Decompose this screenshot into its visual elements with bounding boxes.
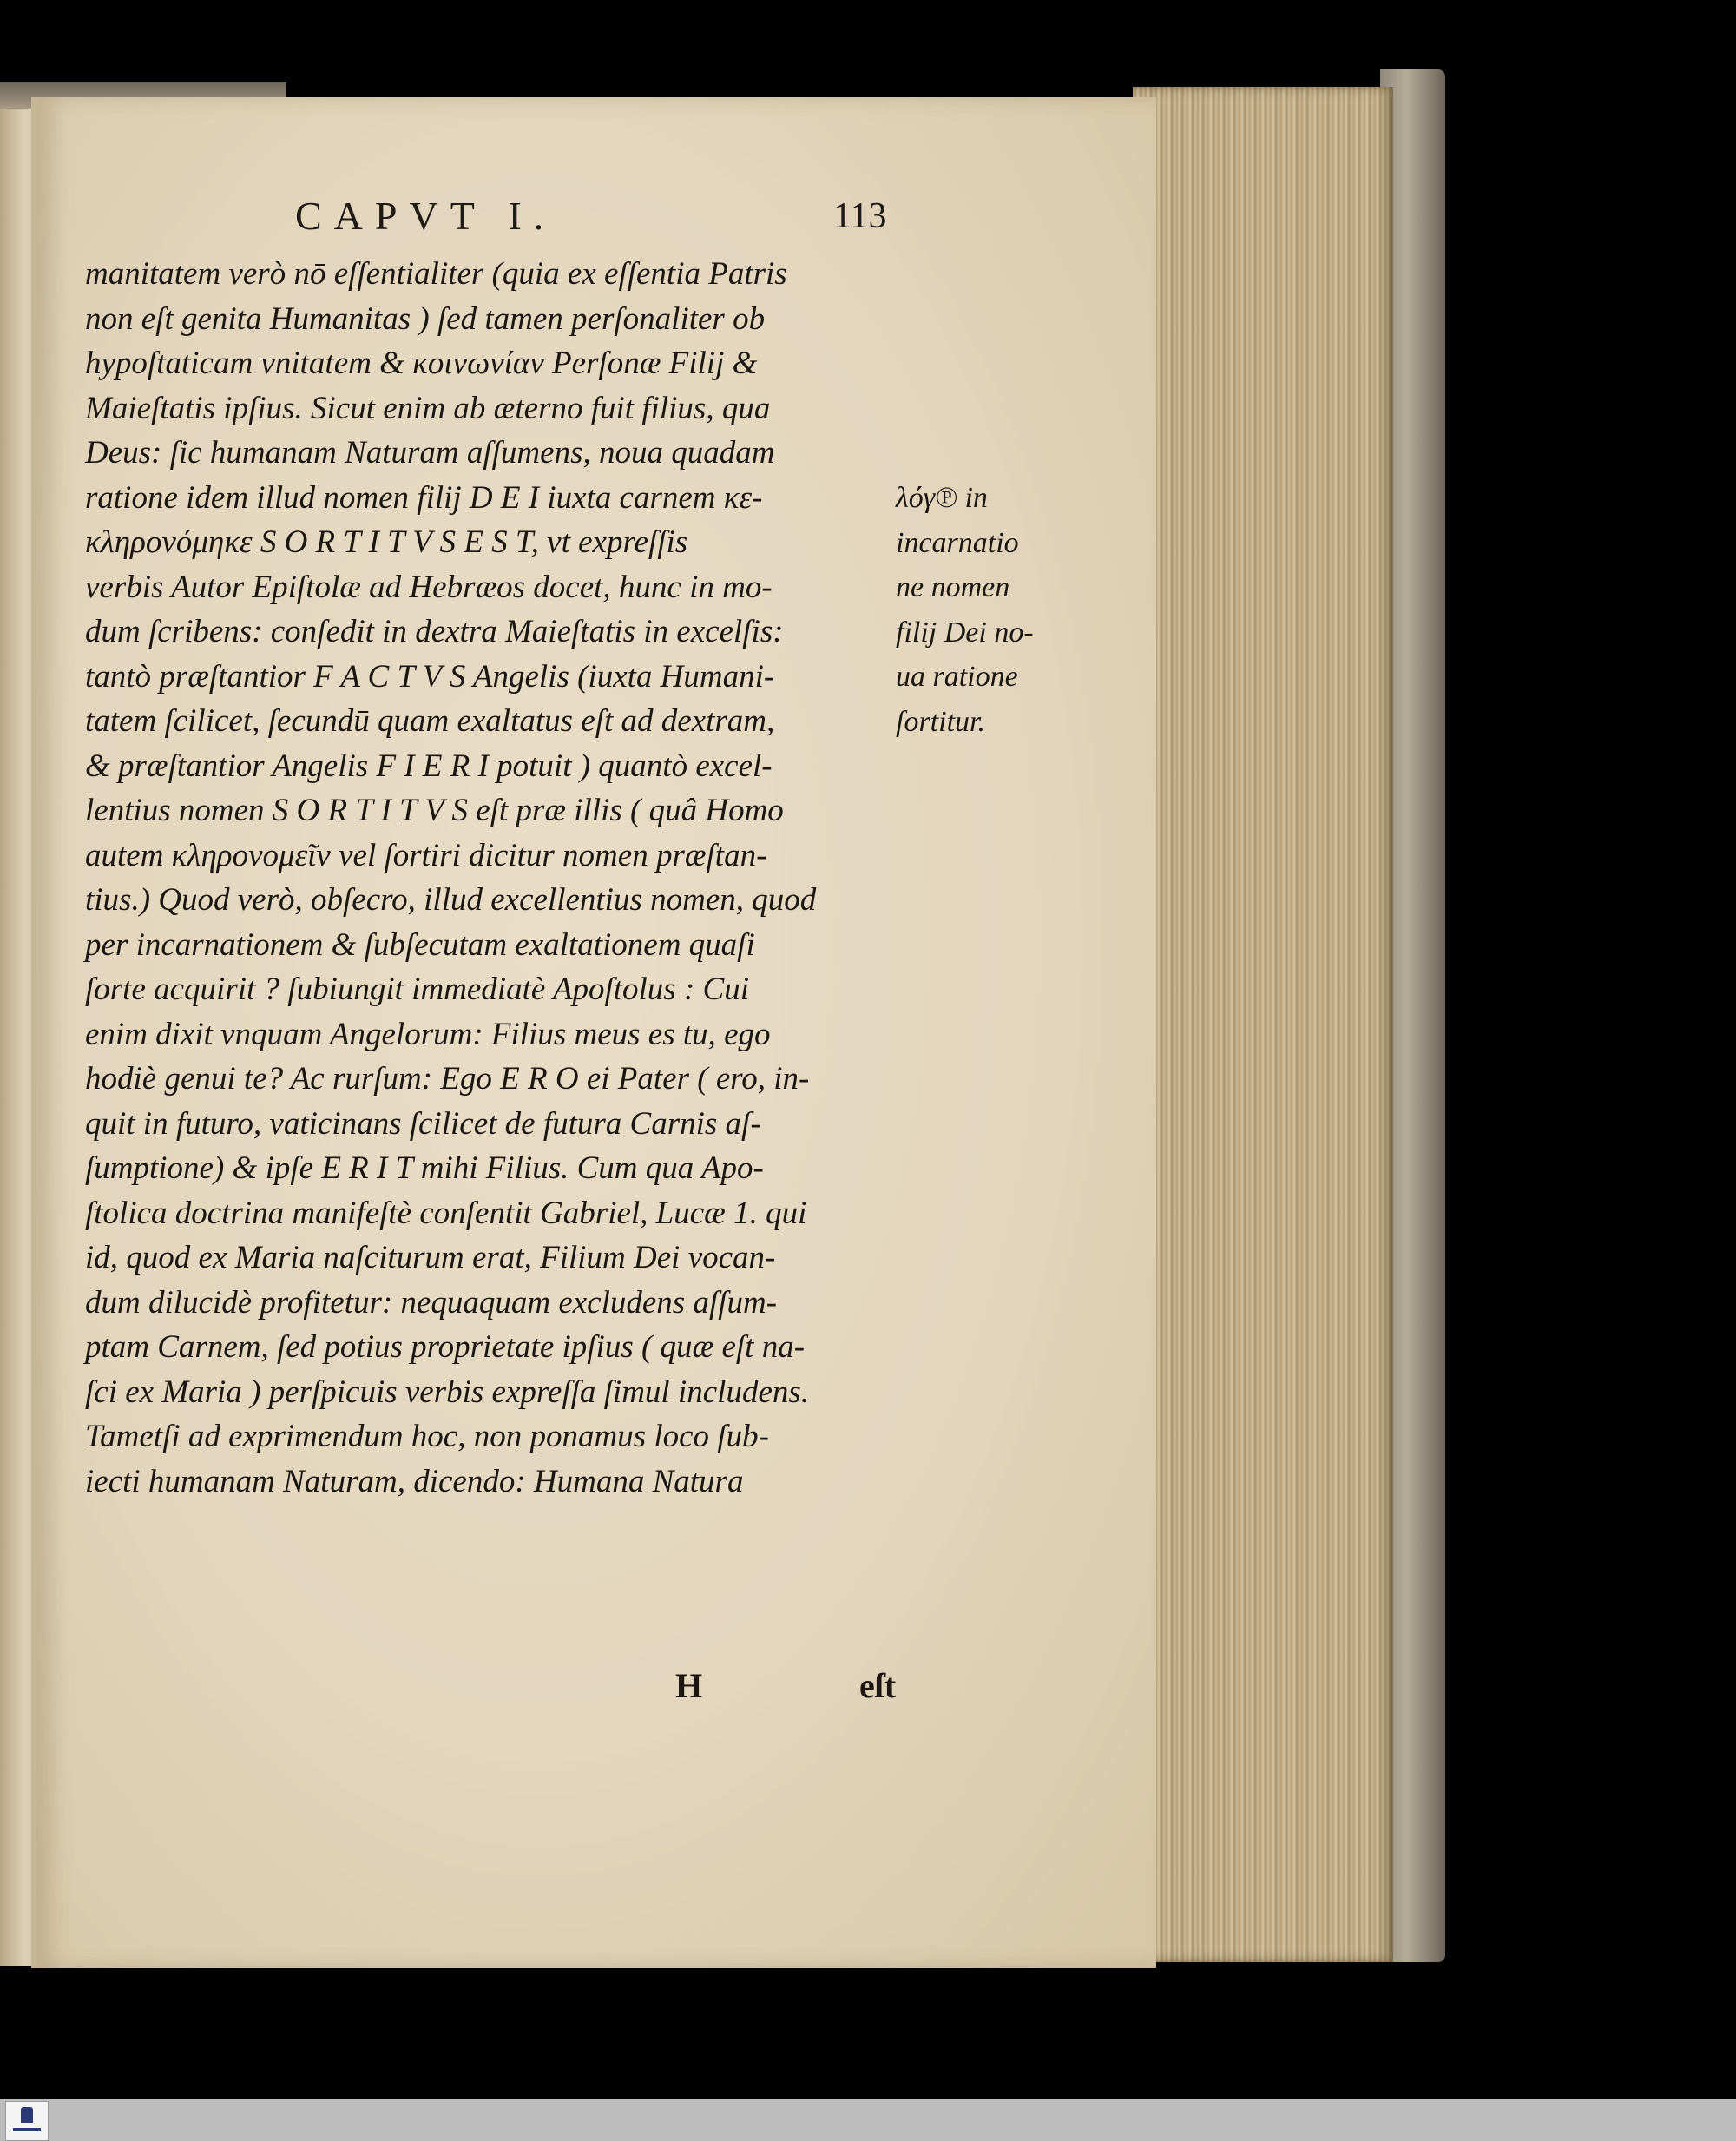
text-line: & præſtantior Angelis F I E R I potuit ) quantò excel- <box>85 748 773 784</box>
text-line: Deus: ſic humanam Naturam aſſumens, noua quadam <box>85 435 775 471</box>
text-line: per incarnationem & ſubſecutam exaltationem quaſi <box>85 926 755 963</box>
text-line: tantò præſtantior F A C T V S Angelis (iuxta Humani- <box>85 658 775 695</box>
margin-note-line: ua ratione <box>896 661 1018 693</box>
body-text <box>85 252 901 1504</box>
text-line: non eſt genita Humanitas ) ſed tamen perſonaliter ob <box>85 300 766 337</box>
text-line: ſorte acquirit ? ſubiungit immediatè Apoſtolus : Cui <box>85 972 749 1007</box>
margin-note-line: ne nomen <box>896 571 1010 603</box>
margin-note-line: λόγ℗ in <box>896 482 988 514</box>
text-line: κληρονόμηκε S O R T I T V S E S T, vt expreſſis <box>85 524 688 560</box>
margin-note-line: ſortitur. <box>896 705 985 738</box>
page-block-fore-edge <box>1133 87 1393 1962</box>
text-line: tius.) Quod verò, obſecro, illud excellentius nomen, quod <box>85 882 817 918</box>
viewer-footer-bar <box>0 2099 1736 2141</box>
margin-note-line: filij Dei no- <box>896 616 1034 649</box>
text-line: ſumptione) & ipſe E R I T mihi Filius. Cum qua Apo- <box>85 1150 764 1186</box>
text-line: Tametſi ad exprimendum hoc, non ponamus loco ſub- <box>85 1419 769 1454</box>
text-line: hypoſtaticam vnitatem & κοινωνίαν Perſonæ Filij & <box>85 346 758 381</box>
text-line: ratione idem illud nomen filij D E I iuxta carnem κε- <box>85 479 763 516</box>
signature-mark: H <box>675 1666 703 1705</box>
text-line: ptam Carnem, ſed potius proprietate ipſius ( quæ eſt na- <box>85 1329 806 1365</box>
catchword: eſt <box>859 1666 897 1705</box>
text-line: dum dilucidè profitetur: nequaquam excludens aſſum- <box>85 1284 778 1321</box>
text-line: verbis Autor Epiſtolæ ad Hebræos docet, hunc in mo- <box>85 569 773 605</box>
text-line: tatem ſcilicet, ſecundū quam exaltatus eſt ad dextram, <box>85 703 775 739</box>
text-line: iecti humanam Naturam, dicendo: Humana Natura <box>85 1463 744 1499</box>
text-line: lentius nomen S O R T I T V S eſt præ illis ( quâ Homo <box>85 793 784 828</box>
marginal-note <box>896 476 1104 744</box>
text-line: id, quod ex Maria naſciturum erat, Filium Dei vocan- <box>85 1240 776 1275</box>
running-head: CAPVT I. <box>295 194 556 238</box>
text-line: hodiè genui te? Ac rurſum: Ego E R O ei Pater ( ero, in- <box>85 1061 810 1097</box>
text-line: ſci ex Maria ) perſpicuis verbis expreſſa ſimul includens. <box>85 1374 810 1410</box>
text-line: dum ſcribens: conſedit in dextra Maieſtatis in excelſis: <box>85 614 784 649</box>
text-line: ſtolica doctrina manifeſtè conſentit Gabriel, Lucæ 1. qui <box>85 1195 807 1231</box>
margin-note-line: incarnatio <box>896 526 1019 559</box>
page-number: 113 <box>833 196 887 236</box>
text-line: autem κληρονομεῖν vel ſortiri dicitur nomen præſtan- <box>85 837 767 873</box>
text-line: enim dixit vnquam Angelorum: Filius meus es tu, ego <box>85 1016 771 1052</box>
text-line: quit in futuro, vaticinans ſcilicet de futura Carnis aſ- <box>85 1105 761 1142</box>
text-line: Maieſtatis ipſius. Sicut enim ab æterno fuit filius, qua <box>85 390 771 426</box>
library-logo-icon <box>5 2101 49 2141</box>
text-line: manitatem verò nō eſſentialiter (quia ex eſſentia Patris <box>85 256 787 292</box>
